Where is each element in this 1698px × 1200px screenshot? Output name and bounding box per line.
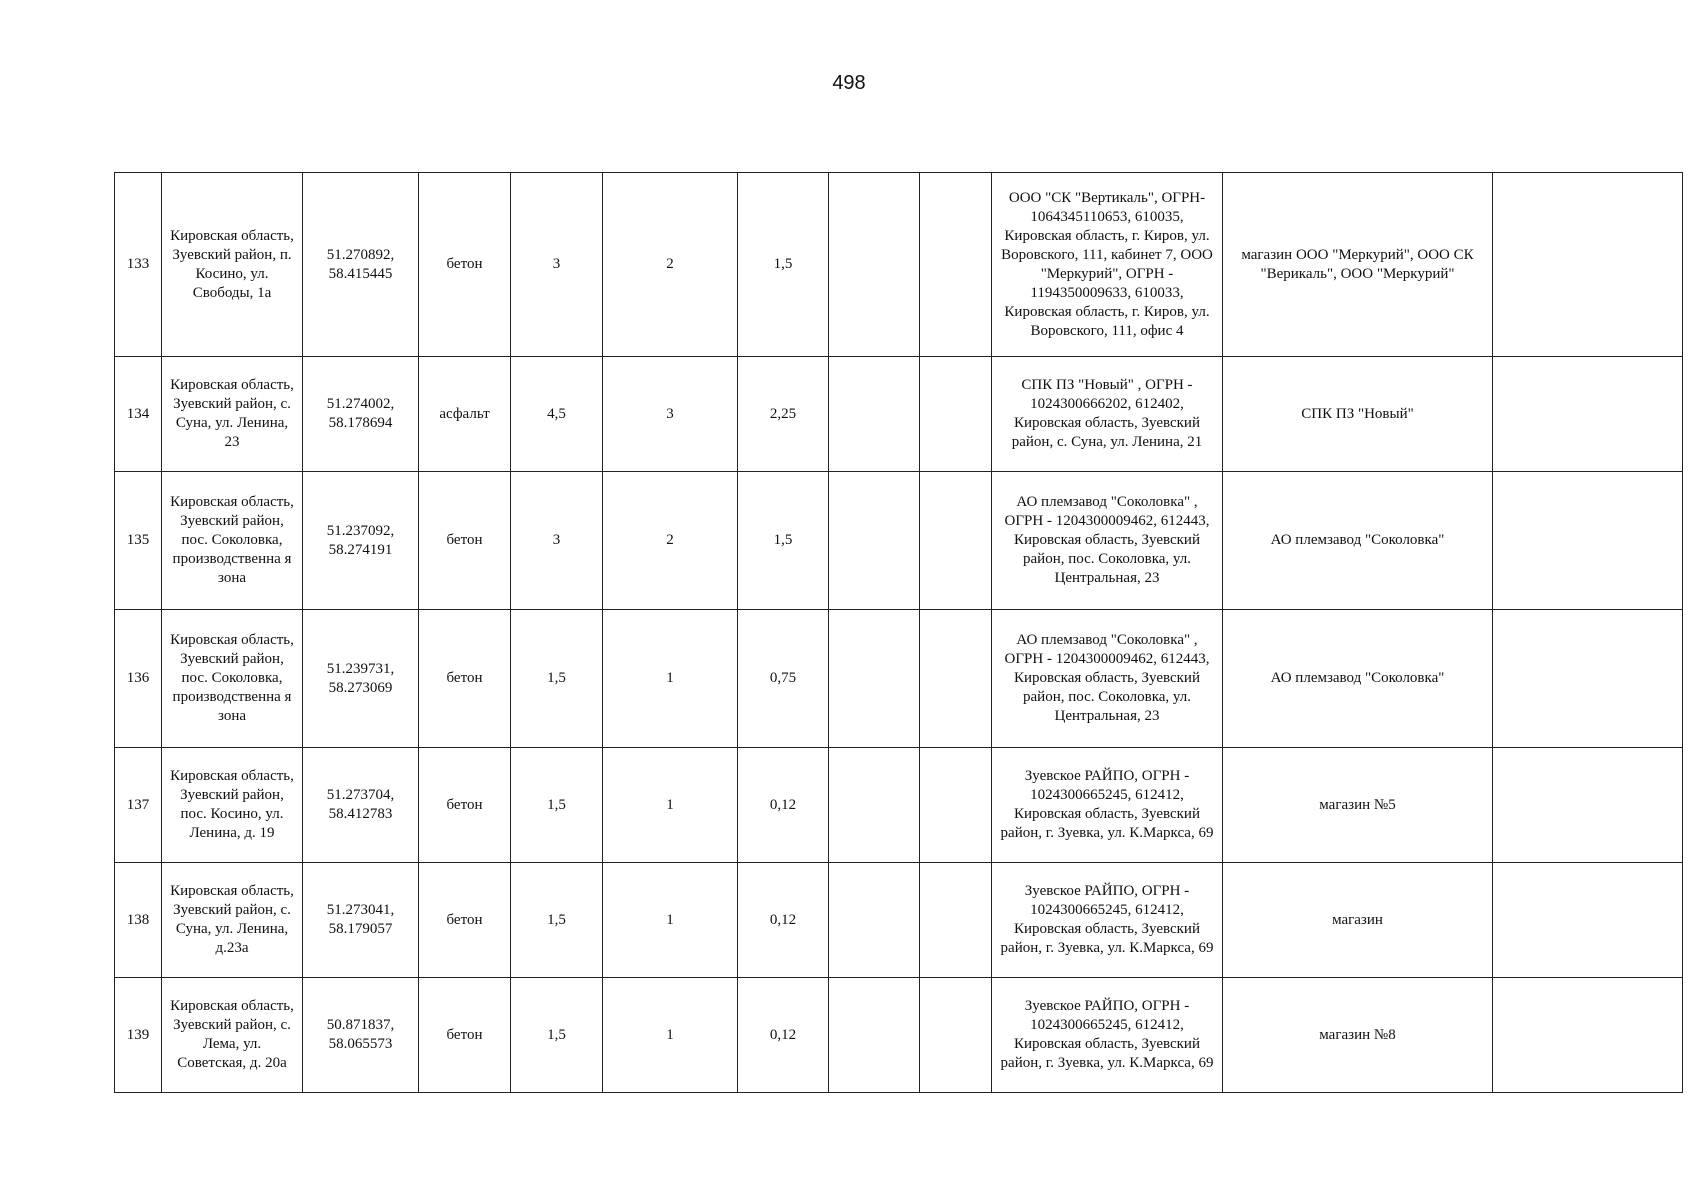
container-count: 1 bbox=[603, 610, 738, 748]
waste-sources: СПК ПЗ "Новый" bbox=[1223, 357, 1493, 472]
surface-type: бетон bbox=[419, 610, 511, 748]
empty-cell bbox=[829, 173, 920, 357]
empty-cell bbox=[829, 978, 920, 1093]
site-address: Кировская область, Зуевский район, п. Косино, ул. Свободы, 1а bbox=[162, 173, 303, 357]
container-count: 2 bbox=[603, 472, 738, 610]
site-owner: Зуевское РАЙПО, ОГРН - 1024300665245, 612412, Кировская область, Зуевский район, г. Зуевка, ул. К.Маркса, 69 bbox=[992, 978, 1223, 1093]
empty-cell bbox=[920, 357, 992, 472]
container-volume: 0,12 bbox=[738, 863, 829, 978]
site-owner: АО племзавод "Соколовка" , ОГРН - 1204300009462, 612443, Кировская область, Зуевский район, пос. Соколовка, ул. Центральная, 23 bbox=[992, 610, 1223, 748]
site-address: Кировская область, Зуевский район, с. Лема, ул. Советская, д. 20а bbox=[162, 978, 303, 1093]
note-cell bbox=[1493, 173, 1683, 357]
surface-type: бетон bbox=[419, 472, 511, 610]
site-coordinates: 51.237092, 58.274191 bbox=[303, 472, 419, 610]
site-coordinates: 51.273041, 58.179057 bbox=[303, 863, 419, 978]
site-area: 4,5 bbox=[511, 357, 603, 472]
surface-type: бетон bbox=[419, 863, 511, 978]
waste-sources: магазин bbox=[1223, 863, 1493, 978]
site-area: 3 bbox=[511, 472, 603, 610]
site-address: Кировская область, Зуевский район, пос. Косино, ул. Ленина, д. 19 bbox=[162, 748, 303, 863]
table-row bbox=[115, 610, 1683, 748]
container-volume: 1,5 bbox=[738, 173, 829, 357]
site-owner: СПК ПЗ "Новый" , ОГРН - 1024300666202, 612402, Кировская область, Зуевский район, с. Суна, ул. Ленина, 21 bbox=[992, 357, 1223, 472]
surface-type: бетон bbox=[419, 173, 511, 357]
waste-sources: магазин №8 bbox=[1223, 978, 1493, 1093]
site-owner: Зуевское РАЙПО, ОГРН - 1024300665245, 612412, Кировская область, Зуевский район, г. Зуевка, ул. К.Маркса, 69 bbox=[992, 748, 1223, 863]
table-row bbox=[115, 173, 1683, 357]
row-number: 137 bbox=[115, 748, 162, 863]
empty-cell bbox=[829, 863, 920, 978]
container-volume: 1,5 bbox=[738, 472, 829, 610]
row-number: 134 bbox=[115, 357, 162, 472]
row-number: 133 bbox=[115, 173, 162, 357]
row-number: 135 bbox=[115, 472, 162, 610]
empty-cell bbox=[829, 472, 920, 610]
empty-cell bbox=[920, 610, 992, 748]
empty-cell bbox=[920, 863, 992, 978]
site-coordinates: 51.274002, 58.178694 bbox=[303, 357, 419, 472]
surface-type: асфальт bbox=[419, 357, 511, 472]
site-owner: АО племзавод "Соколовка" , ОГРН - 1204300009462, 612443, Кировская область, Зуевский район, пос. Соколовка, ул. Центральная, 23 bbox=[992, 472, 1223, 610]
table-row bbox=[115, 863, 1683, 978]
table-row bbox=[115, 357, 1683, 472]
site-coordinates: 51.273704, 58.412783 bbox=[303, 748, 419, 863]
note-cell bbox=[1493, 472, 1683, 610]
waste-sources: АО племзавод "Соколовка" bbox=[1223, 472, 1493, 610]
site-address: Кировская область, Зуевский район, пос. Соколовка, производственна я зона bbox=[162, 472, 303, 610]
container-count: 1 bbox=[603, 978, 738, 1093]
note-cell bbox=[1493, 610, 1683, 748]
waste-sources: магазин ООО "Меркурий", ООО СК "Верикаль", ООО "Меркурий" bbox=[1223, 173, 1493, 357]
site-coordinates: 51.270892, 58.415445 bbox=[303, 173, 419, 357]
empty-cell bbox=[829, 610, 920, 748]
row-number: 136 bbox=[115, 610, 162, 748]
note-cell bbox=[1493, 978, 1683, 1093]
row-number: 139 bbox=[115, 978, 162, 1093]
waste-sources: АО племзавод "Соколовка" bbox=[1223, 610, 1493, 748]
site-address: Кировская область, Зуевский район, с. Суна, ул. Ленина, д.23а bbox=[162, 863, 303, 978]
site-owner: ООО "СК "Вертикаль", ОГРН- 1064345110653, 610035, Кировская область, г. Киров, ул. Воровского, 111, кабинет 7, ООО "Меркурий", ОГРН - 1194350009633, 610033, Кировская область, г. Киров, ул. Воровского, 111, офис 4 bbox=[992, 173, 1223, 357]
waste-sites-table bbox=[114, 172, 1683, 1093]
empty-cell bbox=[829, 748, 920, 863]
surface-type: бетон bbox=[419, 978, 511, 1093]
surface-type: бетон bbox=[419, 748, 511, 863]
site-coordinates: 50.871837, 58.065573 bbox=[303, 978, 419, 1093]
site-area: 1,5 bbox=[511, 978, 603, 1093]
container-volume: 0,12 bbox=[738, 748, 829, 863]
container-volume: 2,25 bbox=[738, 357, 829, 472]
container-count: 2 bbox=[603, 173, 738, 357]
site-address: Кировская область, Зуевский район, пос. Соколовка, производственна я зона bbox=[162, 610, 303, 748]
container-volume: 0,75 bbox=[738, 610, 829, 748]
container-volume: 0,12 bbox=[738, 978, 829, 1093]
site-owner: Зуевское РАЙПО, ОГРН - 1024300665245, 612412, Кировская область, Зуевский район, г. Зуевка, ул. К.Маркса, 69 bbox=[992, 863, 1223, 978]
empty-cell bbox=[920, 748, 992, 863]
container-count: 3 bbox=[603, 357, 738, 472]
site-coordinates: 51.239731, 58.273069 bbox=[303, 610, 419, 748]
site-address: Кировская область, Зуевский район, с. Суна, ул. Ленина, 23 bbox=[162, 357, 303, 472]
note-cell bbox=[1493, 863, 1683, 978]
note-cell bbox=[1493, 357, 1683, 472]
empty-cell bbox=[920, 173, 992, 357]
site-area: 3 bbox=[511, 173, 603, 357]
container-count: 1 bbox=[603, 748, 738, 863]
table-row bbox=[115, 748, 1683, 863]
note-cell bbox=[1493, 748, 1683, 863]
empty-cell bbox=[829, 357, 920, 472]
table-row bbox=[115, 472, 1683, 610]
site-area: 1,5 bbox=[511, 610, 603, 748]
table-row bbox=[115, 978, 1683, 1093]
site-area: 1,5 bbox=[511, 748, 603, 863]
empty-cell bbox=[920, 978, 992, 1093]
waste-sources: магазин №5 bbox=[1223, 748, 1493, 863]
row-number: 138 bbox=[115, 863, 162, 978]
page-number: 498 bbox=[832, 72, 866, 94]
container-count: 1 bbox=[603, 863, 738, 978]
empty-cell bbox=[920, 472, 992, 610]
site-area: 1,5 bbox=[511, 863, 603, 978]
